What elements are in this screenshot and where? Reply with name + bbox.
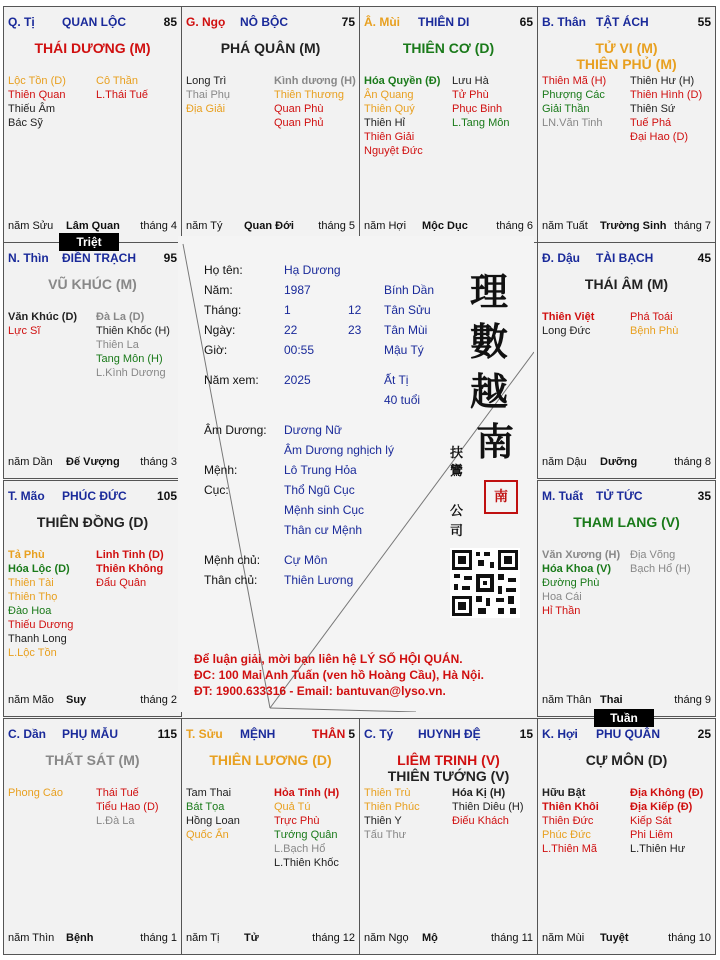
minor-star: Nguyệt Đức [364,145,423,157]
minor-star: Linh Tinh (D) [96,549,164,561]
menhchu-label: Mệnh chủ: [204,553,261,567]
palace-footer [364,220,533,234]
minor-star: Thiên Mã (H) [542,75,607,87]
minor-star: Thiên Việt [542,311,595,323]
minor-star: Thiên La [96,339,139,351]
palace-month: tháng 12 [312,932,355,944]
minor-star: Trực Phù [274,815,320,827]
minor-star: Đường Phù [542,577,600,589]
minor-stars-left [364,74,440,158]
cuc-label: Cục: [204,483,229,497]
minor-star: Thiên Phúc [364,801,420,813]
triet-marker: Triệt [59,233,119,251]
palace-age-number: 55 [697,15,711,29]
palace-age-number: 105 [156,489,177,503]
main-star: VŨ KHÚC (M) [48,276,137,292]
main-star: THIÊN CƠ (D) [402,40,495,56]
minor-star: Thiên Khốc (H) [96,325,170,337]
palace-name: PHU QUÂN [596,727,661,741]
minor-star: Đại Hao (D) [630,131,689,143]
than-position: Thân cư Mệnh [284,523,363,537]
hour-canchi: Mậu Tý [384,343,424,357]
contact-address: ĐC: 100 Mai Anh Tuấn (ven hồ Hoàng Cầu), Hà Nội. [194,668,485,682]
minor-star: Cô Thần [96,75,138,87]
palace-canchi: B. Thân [542,15,586,29]
minor-stars-right [630,548,691,576]
minor-star: L.Đà La [96,815,135,827]
main-stars [538,40,715,72]
minor-stars-right [96,310,170,380]
minor-star: Hữu Bật [542,787,586,799]
palace-ty [359,718,538,955]
amduong-note: Âm Dương nghịch lý [284,443,394,457]
palace-canchi: T. Sửu [186,727,223,741]
name-value: Hạ Dương [284,263,341,277]
minor-star: Đà La (D) [96,311,145,323]
menh-label: Mệnh: [204,463,238,477]
day-label: Ngày: [204,323,236,337]
thanchu-label: Thân chủ: [204,573,258,587]
view-year-label: Năm xem: [204,373,259,387]
minor-star: Thiên Quan [8,89,66,101]
tuan-marker: Tuần [594,709,654,727]
minor-star: Địa Võng [630,549,676,561]
minor-star: LN.Văn Tinh [542,117,603,129]
minor-star: Thái Tuế [96,787,139,799]
minor-star: Lộc Tồn (D) [8,75,66,87]
palace-year: năm Tị [186,932,220,944]
palace-stage: Tử [244,932,259,944]
minor-stars-left [186,786,240,842]
palace-month: tháng 11 [490,932,533,944]
palace-age-number: 5 [348,727,355,741]
minor-stars-left [542,310,594,338]
logo-char-1: 理 [470,269,509,314]
palace-tuat [537,480,716,717]
minor-star: Đào Hoa [8,605,52,617]
minor-star: Phá Toái [630,311,673,323]
minor-star: Phúc Đức [542,829,591,841]
palace-month: tháng 2 [140,694,177,706]
palace-stage: Mộc Dục [422,220,468,232]
minor-star: Thiên Khôi [542,801,599,813]
palace-footer [542,694,711,708]
palace-footer [186,220,355,234]
than-palace-name: THÂN [312,727,346,741]
minor-star: Thiên Hỉ [364,117,405,129]
minor-star: Tam Thai [186,787,232,799]
minor-stars-left [8,310,77,338]
palace-year: năm Ngọ [364,932,409,944]
minor-stars-right [630,74,702,144]
minor-star: Thiên Giải [364,131,415,143]
minor-star: Thiếu Dương [8,619,74,631]
main-star: THAM LANG (V) [573,514,680,530]
palace-age-number: 25 [697,727,711,741]
palace-canchi: N. Thìn [8,251,49,265]
minor-star: Thiên Y [364,815,402,827]
palace-canchi: T. Mão [8,489,45,503]
palace-footer [8,220,177,234]
minor-star: Thiên Không [96,563,164,575]
minor-stars-right [274,74,356,130]
palace-canchi: C. Dần [8,727,47,741]
palace-age-number: 15 [519,727,533,741]
palace-month: tháng 8 [674,456,711,468]
minor-star: Quan Phù [274,103,324,115]
year-canchi: Bính Dần [384,283,435,297]
main-star: CỰ MÔN (D) [585,752,668,768]
palace-footer [8,694,177,708]
main-stars [360,40,537,56]
logo-side-4: 司 [450,524,464,539]
minor-stars-right [274,786,339,870]
minor-star: Tấu Thư [364,829,407,841]
minor-star: Phượng Các [542,89,605,101]
main-stars [4,514,181,530]
minor-star: Tướng Quân [274,829,338,841]
view-year-canchi: Ất Tị [384,373,409,387]
minor-stars-left [364,786,420,842]
palace-canchi: Đ. Dậu [542,251,581,265]
minor-star: Phi Liêm [630,829,673,841]
cuc-value: Thổ Ngũ Cục [284,483,355,497]
logo-char-2: 數 [470,319,509,364]
palace-year: năm Thân [542,694,592,706]
minor-star: Thiên Hình (D) [630,89,703,101]
hour-value: 00:55 [284,343,315,357]
minor-star: Phong Cáo [8,787,64,799]
cuc-relation: Mệnh sinh Cục [284,503,365,517]
palace-year: năm Tý [186,220,223,232]
palace-year: năm Dậu [542,456,587,468]
palace-stage: Tuyệt [600,932,629,944]
day-lunar: 23 [348,323,362,337]
palace-year: năm Mùi [542,932,585,944]
minor-star: Hóa Kị (H) [452,787,506,799]
palace-canchi: C. Tý [364,727,394,741]
palace-name: THIÊN DI [418,15,470,29]
month-lunar: 12 [348,303,362,317]
palace-footer [542,220,711,234]
minor-star: Điếu Khách [452,815,509,827]
palace-age-number: 75 [341,15,355,29]
minor-stars-left [8,786,63,800]
palace-month: tháng 3 [140,456,177,468]
palace-canchi: M. Tuất [542,489,584,503]
main-star: LIÊM TRINH (V) [397,752,500,768]
minor-stars-left [8,548,73,660]
main-stars [182,40,359,56]
palace-footer [8,932,177,946]
minor-star: Đẩu Quân [96,577,147,589]
palace-dan [3,718,182,955]
palace-name: QUAN LỘC [62,15,126,29]
minor-star: Hóa Quyền (Đ) [364,75,441,87]
palace-month: tháng 5 [318,220,355,232]
minor-stars-right [452,786,524,828]
minor-star: L.Kình Dương [96,367,166,379]
palace-canchi: Â. Mùi [364,15,400,29]
hour-label: Giờ: [204,343,228,357]
palace-name: TỬ TỨC [596,489,643,503]
palace-mui [359,6,538,243]
minor-stars-left [542,74,606,130]
minor-star: Phục Binh [452,103,503,115]
minor-stars-left [542,548,620,618]
palace-name: PHÚC ĐỨC [62,489,127,503]
palace-age-number: 45 [697,251,711,265]
palace-name: TÀI BẠCH [596,251,654,265]
month-solar: 1 [284,303,291,317]
day-canchi: Tân Mùi [384,323,428,337]
view-year-value: 2025 [284,373,311,387]
main-star: THIÊN LƯƠNG (D) [209,752,332,768]
palace-name: TẬT ÁCH [596,15,649,29]
amduong-label: Âm Dương: [204,423,267,437]
minor-star: Hỉ Thần [542,605,581,617]
palace-year: năm Mão [8,694,54,706]
minor-star: Thiên Đức [542,815,594,827]
palace-name: NÔ BỘC [240,15,288,29]
minor-star: Hóa Lộc (D) [8,563,70,575]
minor-star: Địa Giải [186,103,226,115]
palace-canchi: Q. Tị [8,15,35,29]
palace-age-number: 85 [163,15,177,29]
main-stars [538,514,715,530]
main-star: THIÊN ĐỒNG (D) [36,514,149,530]
main-stars [4,276,181,292]
minor-star: Quan Phủ [274,117,324,129]
minor-stars-right [96,548,164,590]
palace-footer [542,932,711,946]
minor-stars-right [630,786,703,856]
palace-stage: Suy [66,694,87,706]
minor-star: L.Thái Tuế [96,89,148,101]
main-star: THIÊN TƯỚNG (V) [387,768,510,784]
minor-star: Thiên Diêu (H) [452,801,524,813]
minor-star: Thiên Tài [8,577,54,589]
palace-year: năm Hợi [364,220,407,232]
minor-star: Địa Không (Đ) [630,787,704,799]
palace-month: tháng 9 [674,694,711,706]
minor-stars-right [96,786,159,828]
minor-star: Ân Quang [364,89,414,101]
year-label: Năm: [204,283,233,297]
palace-than [537,6,716,243]
palace-footer [542,456,711,470]
amduong-value: Dương Nữ [284,423,342,437]
minor-star: Tả Phù [8,549,45,561]
minor-star: Tử Phù [452,89,489,101]
minor-star: L.Thiên Mã [542,843,598,855]
palace-age-number: 115 [157,727,177,741]
minor-star: Quốc Ấn [186,829,229,841]
palace-stage: Đế Vượng [66,456,120,468]
palace-month: tháng 10 [668,932,711,944]
minor-star: Bạch Hổ (H) [630,563,691,575]
palace-name: PHỤ MẪU [62,727,118,741]
palace-name: ĐIỀN TRẠCH [62,251,136,265]
minor-stars-left [542,786,599,856]
day-solar: 22 [284,323,298,337]
main-stars [360,752,537,784]
palace-stage: Thai [600,694,623,706]
logo-side-1: 扶 [450,446,464,461]
palace-month: tháng 6 [496,220,533,232]
main-star: TỬ VI (M) [595,40,658,56]
main-star: THÁI DƯƠNG (M) [34,40,151,56]
palace-name: MỆNH [240,727,276,741]
palace-stage: Dưỡng [600,456,638,468]
minor-stars-right [452,74,509,130]
palace-ti [3,6,182,243]
main-star: PHÁ QUÂN (M) [220,40,321,56]
minor-star: Long Đức [542,325,591,337]
palace-month: tháng 4 [140,220,177,232]
main-stars [182,752,359,768]
minor-star: L.Lộc Tồn [8,647,57,659]
minor-star: Lực Sĩ [8,325,41,337]
contact-phone-email[interactable]: ĐT: 1900.633316 - Email: bantuvan@lyso.vn. [194,684,446,698]
minor-star: Thanh Long [8,633,67,645]
palace-age-number: 95 [163,251,177,265]
palace-month: tháng 1 [140,932,177,944]
minor-star: Thiên Sứ [630,103,676,115]
month-label: Tháng: [204,303,242,317]
main-star: THÁI ÂM (M) [584,276,669,292]
minor-star: Hóa Khoa (V) [542,563,612,575]
palace-hoi [537,718,716,955]
minor-star: L.Bạch Hổ [274,843,326,855]
palace-stage: Trường Sinh [600,220,667,232]
main-stars [4,40,181,56]
minor-star: Địa Kiếp (Đ) [630,801,693,813]
minor-star: Hoa Cái [542,591,582,603]
minor-star: Kình dương (H) [274,75,356,87]
palace-month: tháng 7 [674,220,711,232]
main-star: THIÊN PHỦ (M) [576,56,677,72]
palace-footer [8,456,177,470]
logo-side-3: 公 [450,504,464,519]
minor-star: Văn Xương (H) [542,549,621,561]
minor-star: Hồng Loan [186,815,240,827]
minor-stars-right [630,310,678,338]
palace-name: HUYNH ĐỆ [418,727,481,741]
minor-star: Thiếu Âm [8,103,56,115]
palace-age-number: 35 [697,489,711,503]
minor-star: Long Trì [186,75,227,87]
minor-star: Giải Thần [542,103,590,115]
palace-age-number: 65 [519,15,533,29]
palace-stage: Lâm Quan [66,220,120,232]
minor-star: Thiên Trù [364,787,411,799]
menh-value: Lô Trung Hỏa [284,463,357,477]
palace-stage: Bệnh [66,932,94,944]
minor-star: Thiên Hư (H) [630,75,695,87]
minor-star: L.Thiên Khốc [274,857,339,869]
month-canchi: Tân Sửu [384,303,431,317]
logo-char-4: 南 [476,419,515,464]
main-star: THẤT SÁT (M) [45,752,140,768]
minor-star: Bát Tọa [186,801,225,813]
minor-stars-right [96,74,148,102]
minor-star: Thiên Thương [274,89,345,101]
palace-dau [537,242,716,479]
thanchu-value: Thiên Lương [284,573,354,587]
minor-star: Bác Sỹ [8,117,43,129]
palace-canchi: K. Hợi [542,727,578,741]
palace-stage: Mộ [422,932,438,944]
minor-stars-left [8,74,66,130]
palace-footer [364,932,533,946]
minor-star: Tuế Phá [630,117,672,129]
palace-year: năm Thìn [8,932,55,944]
palace-stage: Quan Đới [244,220,294,232]
palace-footer [186,932,355,946]
palace-ngo [181,6,360,243]
minor-star: Tang Môn (H) [96,353,163,365]
minor-star: Hỏa Tinh (H) [274,787,340,799]
palace-suu [181,718,360,955]
main-stars [4,752,181,768]
minor-star: Thiên Thọ [8,591,58,603]
minor-star: Bệnh Phù [630,325,679,337]
palace-canchi: G. Ngọ [186,15,226,29]
qr-code-icon[interactable] [450,548,520,618]
minor-star: Kiếp Sát [630,815,672,827]
minor-star: Thai Phụ [186,89,231,101]
center-info-panel [178,236,534,712]
age-value: 40 tuổi [384,393,421,407]
red-seal-stamp: 南 [484,480,518,514]
main-stars [538,752,715,768]
palace-year: năm Dần [8,456,53,468]
palace-thin [3,242,182,479]
main-stars [538,276,715,292]
minor-star: Lưu Hà [452,75,489,87]
minor-star: Tiểu Hao (D) [96,801,159,813]
name-label: Họ tên: [204,263,243,277]
minor-star: L.Thiên Hư [630,843,686,855]
minor-star: L.Tang Môn [452,117,510,129]
year-value: 1987 [284,283,311,297]
palace-year: năm Tuất [542,220,588,232]
minor-star: Thiên Quý [364,103,415,115]
logo-char-3: 越 [470,369,509,414]
minor-star: Văn Khúc (D) [8,311,78,323]
minor-star: Quả Tú [274,801,311,813]
minor-stars-left [186,74,230,116]
contact-line-1: Để luận giải, mời bạn liên hệ LÝ SỐ HỘI QUÁN. [194,652,463,666]
menhchu-value: Cự Môn [284,553,328,567]
palace-year: năm Sửu [8,220,54,232]
logo-side-2: 鸞 [450,464,464,479]
palace-mao [3,480,182,717]
